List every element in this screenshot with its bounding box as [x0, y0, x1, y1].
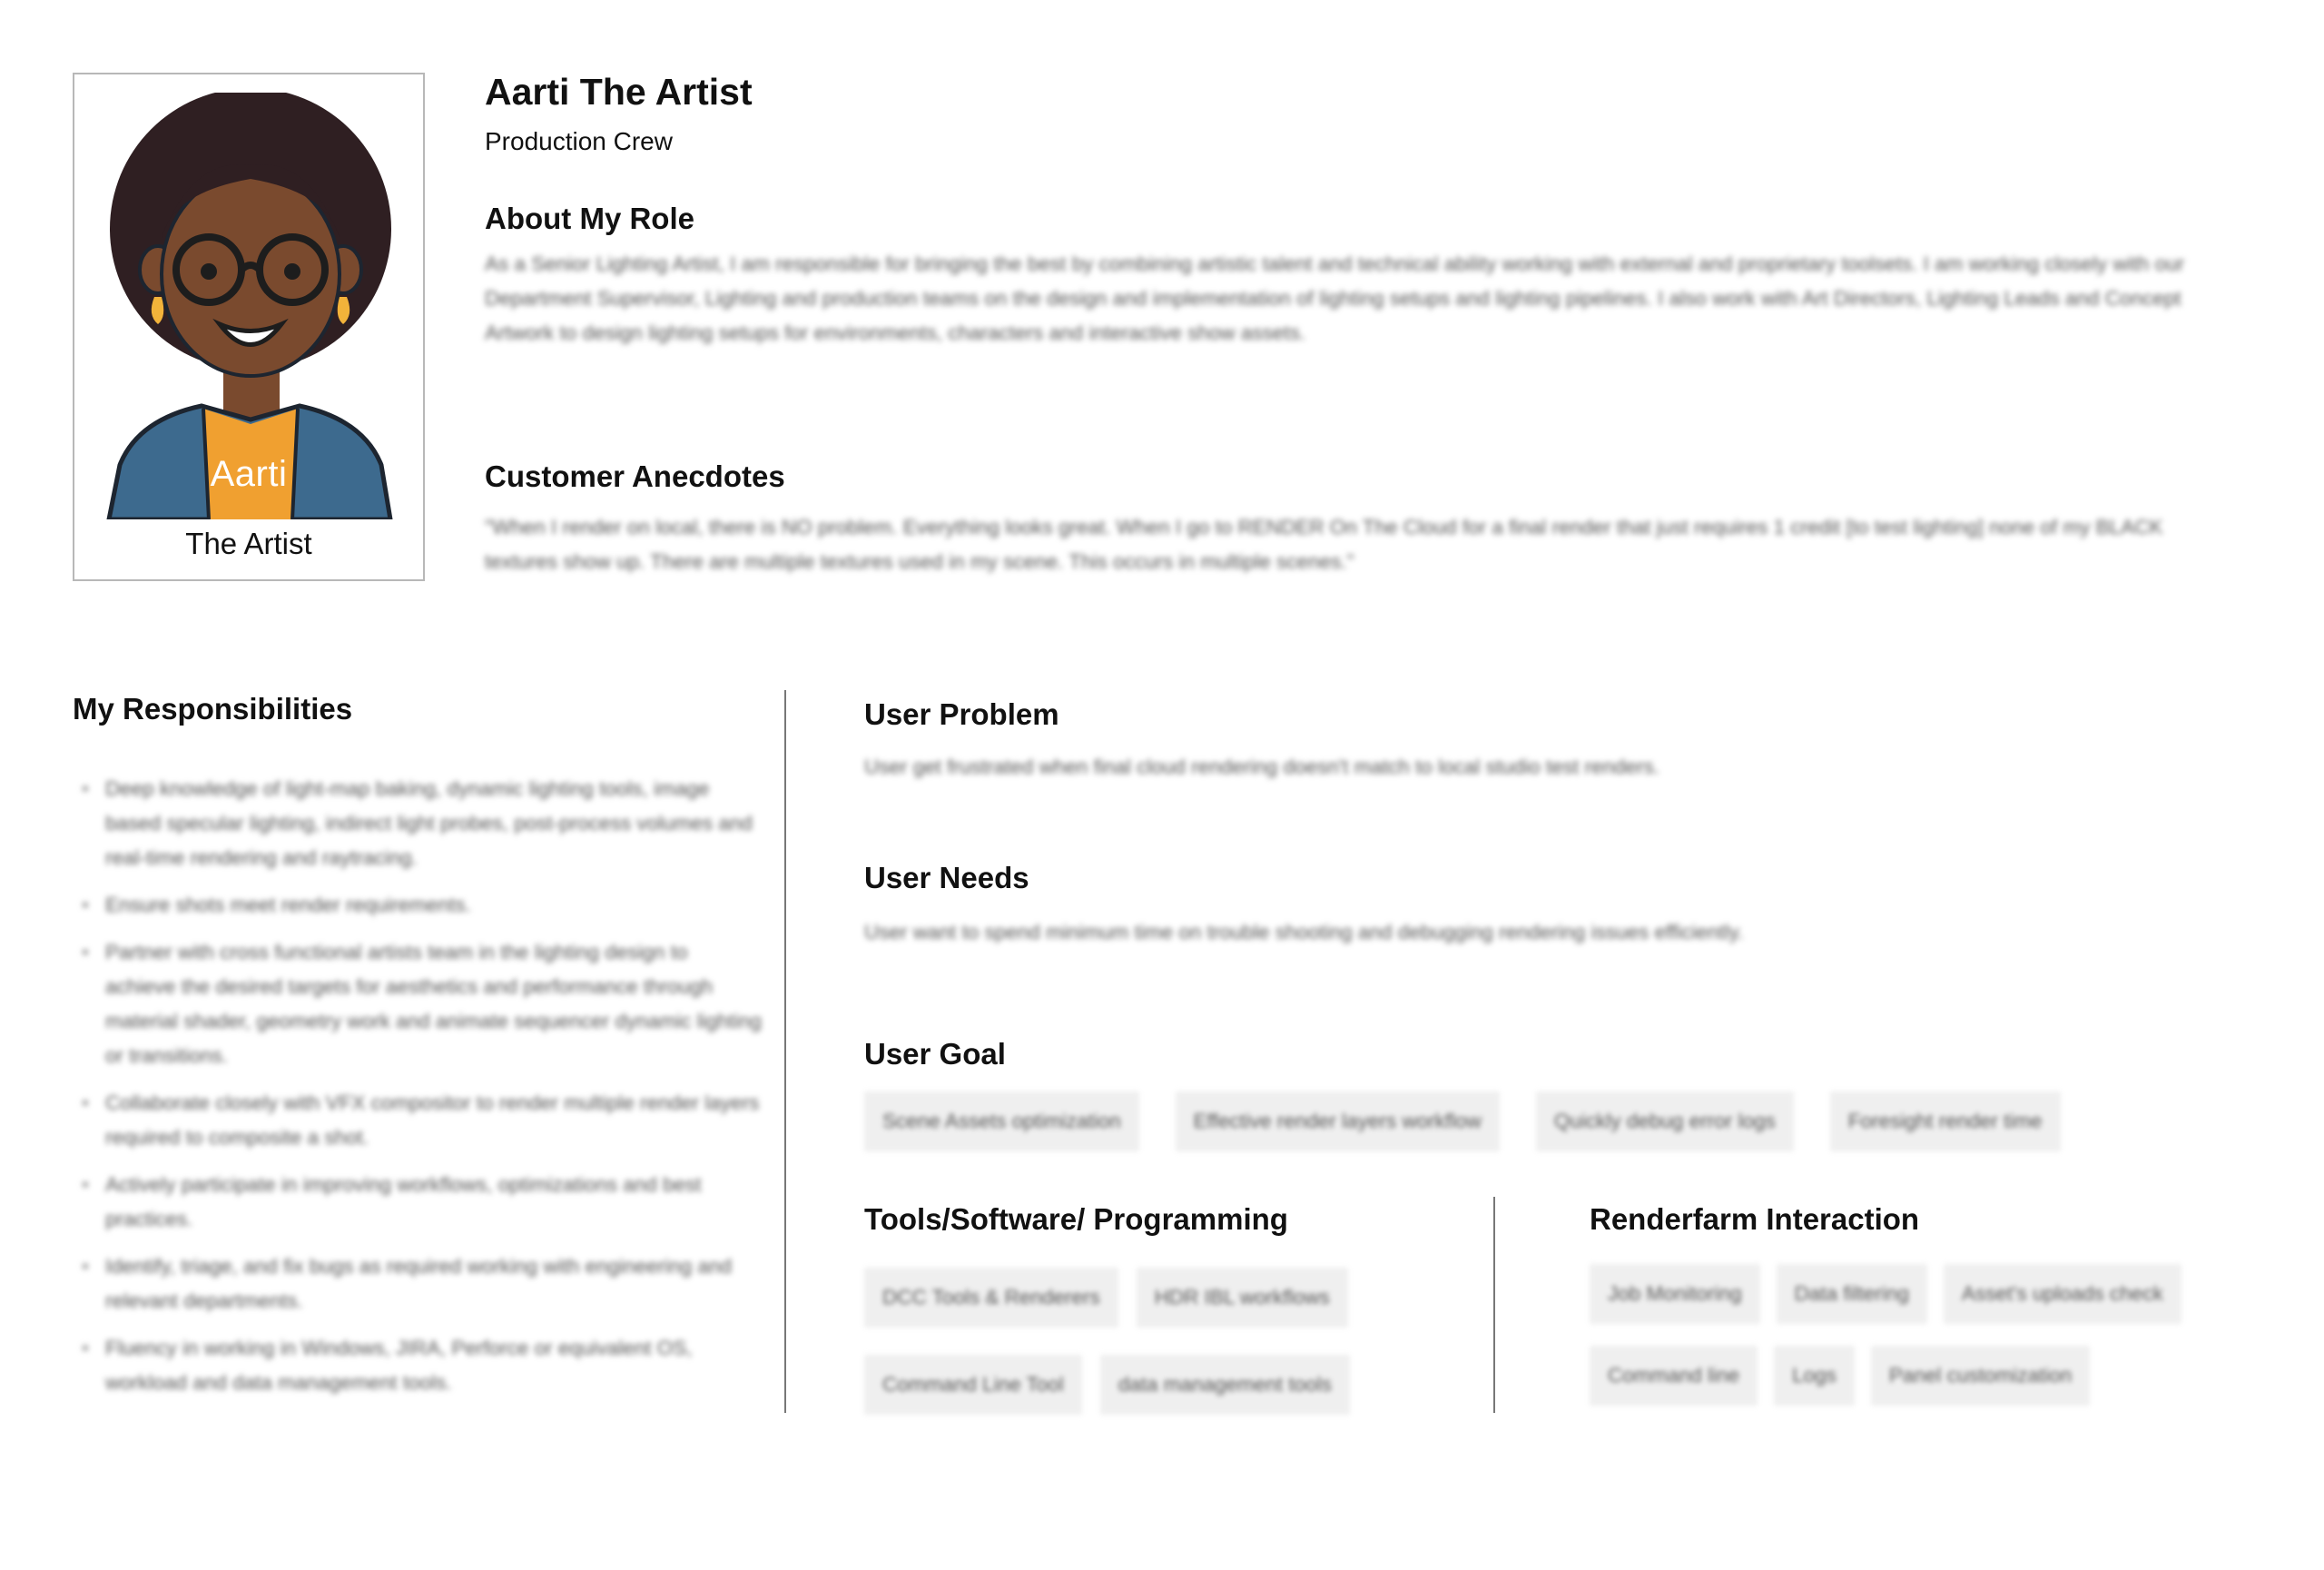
- tag: Foresight render time: [1830, 1091, 2061, 1151]
- avatar-caption: The Artist: [185, 527, 312, 560]
- avatar-name-label: Aarti: [210, 454, 288, 494]
- tag: Job Monitoring: [1590, 1264, 1760, 1324]
- tag: Asset's uploads check: [1944, 1264, 2181, 1324]
- responsibilities-list: [82, 772, 763, 1413]
- tag: Effective render layers workflow: [1176, 1091, 1500, 1151]
- list-item: • Fluency in working in Windows, JIRA, Perforce or equivalent OS, workload and data management tools.: [82, 1331, 763, 1400]
- tag: Quickly debug error logs: [1536, 1091, 1794, 1151]
- tools-heading: Tools/Software/ Programming: [864, 1202, 1288, 1236]
- tools-tags: [864, 1268, 1463, 1415]
- persona-title: Aarti The Artist: [485, 71, 753, 113]
- tag: Data filtering: [1777, 1264, 1927, 1324]
- list-item: • Identify, triage, and fix bugs as required working with engineering and relevant departments.: [82, 1249, 763, 1318]
- renderfarm-heading: Renderfarm Interaction: [1590, 1202, 1920, 1236]
- persona-subtitle: Production Crew: [485, 127, 673, 155]
- anecdotes-text: "When I render on local, there is NO problem. Everything looks great. When I go to RENDER On The Cloud for a final render that just requires 1 credit [to test lighting] none of my BLACK textures show up. There are multiple textures used in my scene. This occurs in multiple scenes.": [485, 516, 2163, 573]
- list-item: • Ensure shots meet render requirements.: [82, 888, 763, 923]
- list-item: • Collaborate closely with VFX compositor to render multiple render layers required to composite a shot.: [82, 1086, 763, 1155]
- tools-divider: [1493, 1197, 1495, 1413]
- persona-avatar-card: [73, 73, 425, 581]
- list-item: • Partner with cross functional artists team in the lighting design to achieve the desired targets for aesthetics and performance through material shader, geometry work and animate sequencer dynamic lighting or transitions.: [82, 935, 763, 1073]
- user-needs-heading: User Needs: [864, 861, 1029, 894]
- tag: Logs: [1774, 1346, 1855, 1406]
- about-heading: About My Role: [485, 202, 694, 235]
- tag: HDR IBL workflows: [1137, 1268, 1348, 1328]
- tag: Scene Assets optimization: [864, 1091, 1139, 1151]
- tag: Panel customization: [1871, 1346, 2090, 1406]
- renderfarm-tags: [1590, 1264, 2280, 1406]
- user-goal-heading: User Goal: [864, 1037, 1006, 1071]
- tag: Command line: [1590, 1346, 1758, 1406]
- list-item: • Deep knowledge of light-map baking, dynamic lighting tools, image based specular lighting, indirect light probes, post-process volumes and real-time rendering and raytracing.: [82, 772, 763, 875]
- about-text: As a Senior Lighting Artist, I am responsible for bringing the best by combining artistic talent and technical ability working with external and proprietary toolsets. I am working closely with our Department Supervisor, Lighting and production teams on the design and implementation of lighting setups and lighting pipelines. I also work with Art Directors, Lighting Leads and Concept Artwork to design lighting setups for environments, characters and interactive show assets.: [485, 252, 2185, 344]
- user-goal-tags: [864, 1091, 2226, 1151]
- user-problem-heading: User Problem: [864, 697, 1059, 731]
- tag: Command Line Tool: [864, 1355, 1082, 1415]
- responsibilities-heading: My Responsibilities: [73, 692, 353, 726]
- tag: data management tools: [1100, 1355, 1350, 1415]
- tag: DCC Tools & Renderers: [864, 1268, 1118, 1328]
- column-divider: [784, 690, 786, 1413]
- anecdotes-heading: Customer Anecdotes: [485, 459, 785, 493]
- list-item: • Actively participate in improving workflows, optimizations and best practices.: [82, 1168, 763, 1237]
- user-needs-text: User want to spend minimum time on trouble shooting and debugging rendering issues efficiently.: [864, 921, 1744, 943]
- user-problem-text: User get frustrated when final cloud rendering doesn't match to local studio test renders.: [864, 755, 1660, 778]
